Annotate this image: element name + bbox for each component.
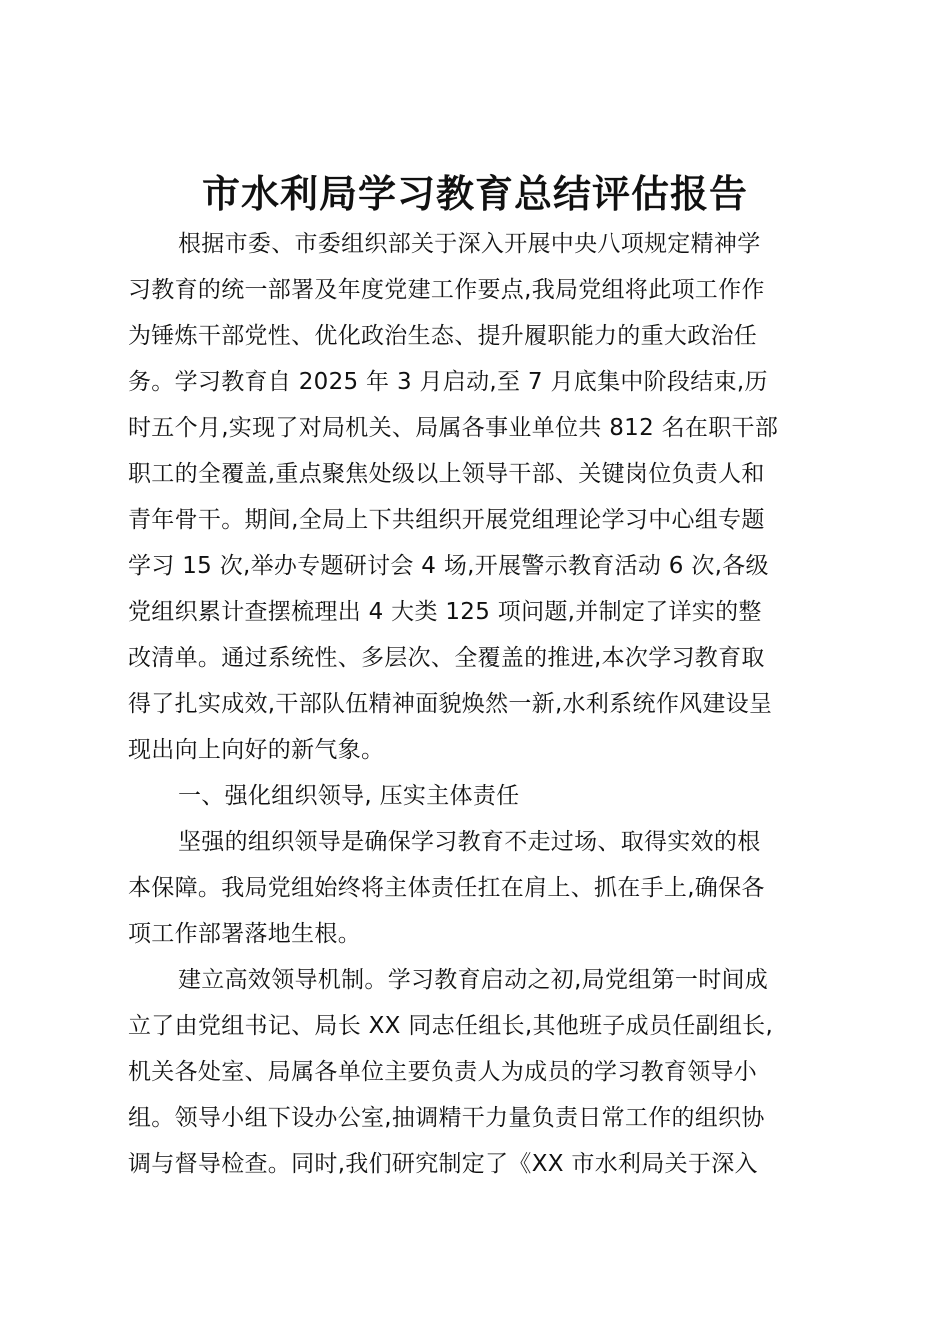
paragraph-line: 立了由党组书记、局长 XX 同志任组长,其他班子成员任副组长, xyxy=(128,1013,774,1039)
paragraph-line: 党组织累计查摆梳理出 4 大类 125 项问题,并制定了详实的整 xyxy=(128,599,762,625)
paragraph-line: 组。领导小组下设办公室,抽调精干力量负责日常工作的组织协 xyxy=(128,1105,765,1131)
paragraph-line: 本保障。我局党组始终将主体责任扛在肩上、抓在手上,确保各 xyxy=(128,875,765,901)
document-title: 市水利局学习教育总结评估报告 xyxy=(201,172,748,216)
paragraph-line: 现出向上向好的新气象。 xyxy=(128,737,385,763)
paragraph-line: 改清单。通过系统性、多层次、全覆盖的推进,本次学习教育取 xyxy=(128,645,765,671)
paragraph-line: 建立高效领导机制。学习教育启动之初,局党组第一时间成 xyxy=(178,967,769,993)
paragraph-line: 职工的全覆盖,重点聚焦处级以上领导干部、关键岗位负责人和 xyxy=(128,461,765,487)
paragraph-line: 习教育的统一部署及年度党建工作要点,我局党组将此项工作作 xyxy=(128,277,765,303)
paragraph-line: 时五个月,实现了对局机关、局属各事业单位共 812 名在职干部 xyxy=(128,415,779,441)
paragraph-line: 为锤炼干部党性、优化政治生态、提升履职能力的重大政治任 xyxy=(128,323,758,349)
section-heading: 一、强化组织领导, 压实主体责任 xyxy=(178,783,520,809)
paragraph-line: 项工作部署落地生根。 xyxy=(128,921,361,947)
paragraph-line: 坚强的组织领导是确保学习教育不走过场、取得实效的根 xyxy=(178,829,761,855)
paragraph-line: 根据市委、市委组织部关于深入开展中央八项规定精神学 xyxy=(178,231,761,257)
paragraph-line: 调与督导检查。同时,我们研究制定了《XX 市水利局关于深入 xyxy=(128,1151,758,1177)
paragraph-line: 机关各处室、局属各单位主要负责人为成员的学习教育领导小 xyxy=(128,1059,758,1085)
paragraph-line: 务。学习教育自 2025 年 3 月启动,至 7 月底集中阶段结束,历 xyxy=(128,369,768,395)
paragraph-line: 青年骨干。期间,全局上下共组织开展党组理论学习中心组专题 xyxy=(128,507,765,533)
paragraph-line: 学习 15 次,举办专题研讨会 4 场,开展警示教育活动 6 次,各级 xyxy=(128,553,769,579)
paragraph-line: 得了扎实成效,干部队伍精神面貌焕然一新,水利系统作风建设呈 xyxy=(128,691,773,717)
